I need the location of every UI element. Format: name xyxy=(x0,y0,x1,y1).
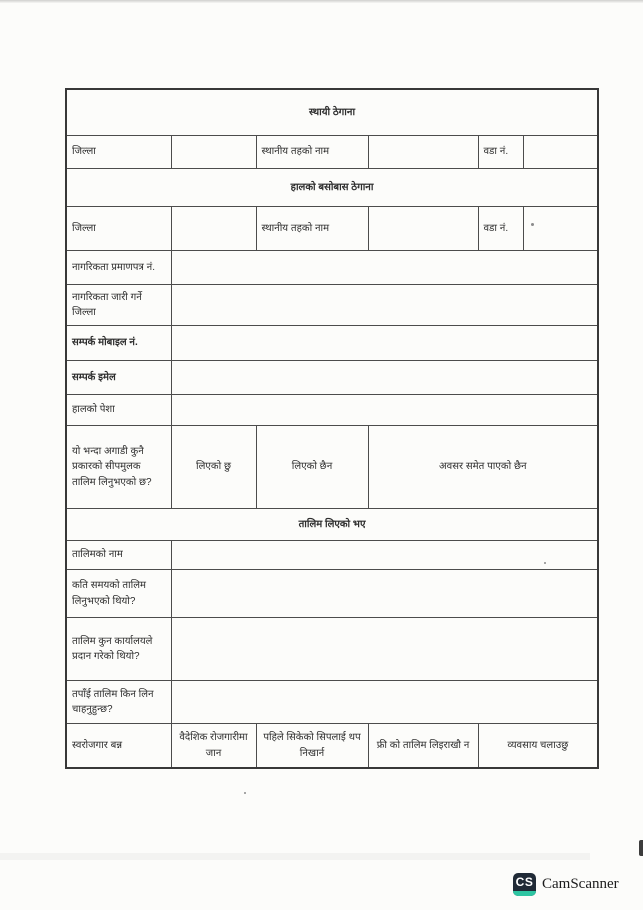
reason-option-foreign-employment: वैदेशिक रोजगारीमा जान xyxy=(171,724,256,769)
current-address-header-row xyxy=(66,169,598,207)
reason-option-refine-skill: पहिले सिकेको सिपलाई थप निखार्न xyxy=(256,724,368,769)
current-local-level-label: स्थानीय तहको नाम xyxy=(256,207,368,251)
training-name-row xyxy=(66,541,598,570)
scan-speck xyxy=(244,792,246,794)
prior-training-option-no-opportunity: अवसर समेत पाएको छैन xyxy=(368,426,598,509)
prior-training-option-not-taken: लिएको छैन xyxy=(256,426,368,509)
citizenship-district-value-cell xyxy=(171,285,598,326)
permanent-district-label: जिल्ला xyxy=(66,136,171,169)
citizenship-district-label: नागरिकता जारी गर्ने जिल्ला xyxy=(66,285,171,326)
if-training-taken-header-row xyxy=(66,509,598,541)
training-reason-options-row xyxy=(66,724,598,769)
scan-bottom-shadow xyxy=(0,853,590,860)
scan-top-edge xyxy=(0,0,643,3)
training-reason-value-cell xyxy=(171,681,598,724)
camscanner-badge-text: CS xyxy=(515,875,534,889)
reason-option-run-business: व्यवसाय चलाउछु xyxy=(478,724,598,769)
training-name-label: तालिमको नाम xyxy=(66,541,171,570)
current-district-value-cell xyxy=(171,207,256,251)
current-district-label: जिल्ला xyxy=(66,207,171,251)
prior-training-option-taken: लिएको छु xyxy=(171,426,256,509)
prior-training-question-label: यो भन्दा अगाडी कुनै प्रकारको सीपमुलक तालिम लिनुभएको छ? xyxy=(66,426,171,509)
reason-option-self-employment: स्वरोजगार बन्न xyxy=(66,724,171,769)
camscanner-badge-strip xyxy=(513,891,536,896)
contact-mobile-label: सम्पर्क मोबाइल नं. xyxy=(66,326,171,361)
prior-training-question-row xyxy=(66,426,598,509)
training-duration-row xyxy=(66,570,598,618)
permanent-ward-value-cell xyxy=(523,136,598,169)
contact-email-value-cell xyxy=(171,361,598,395)
reason-option-free-training: फ्री को तालिम लिइराखौ न xyxy=(368,724,478,769)
camscanner-watermark xyxy=(513,873,619,896)
camscanner-label: CamScanner xyxy=(542,876,619,892)
current-address-row xyxy=(66,207,598,251)
training-reason-question-label: तपाँई तालिम किन लिन चाहनुहुन्छ? xyxy=(66,681,171,724)
training-reason-question-row xyxy=(66,681,598,724)
contact-mobile-value-cell xyxy=(171,326,598,361)
permanent-ward-label: वडा नं. xyxy=(478,136,523,169)
citizenship-no-row xyxy=(66,251,598,285)
current-address-header: हालको बसोबास ठेगाना xyxy=(66,169,598,207)
training-duration-value-cell xyxy=(171,570,598,618)
training-provider-label: तालिम कुन कार्यालयले प्रदान गरेको थियो? xyxy=(66,618,171,681)
training-duration-label: कति समयको तालिम लिनुभएको थियो? xyxy=(66,570,171,618)
citizenship-no-label: नागरिकता प्रमाणपत्र नं. xyxy=(66,251,171,285)
camscanner-logo-icon xyxy=(513,873,536,896)
permanent-local-level-label: स्थानीय तहको नाम xyxy=(256,136,368,169)
if-training-taken-header: तालिम लिएको भए xyxy=(66,509,598,541)
occupation-row xyxy=(66,395,598,426)
training-provider-row xyxy=(66,618,598,681)
permanent-district-value-cell xyxy=(171,136,256,169)
contact-mobile-row xyxy=(66,326,598,361)
contact-email-row xyxy=(66,361,598,395)
permanent-address-row xyxy=(66,136,598,169)
current-ward-value-cell xyxy=(523,207,598,251)
occupation-value-cell xyxy=(171,395,598,426)
citizenship-district-row xyxy=(66,285,598,326)
contact-email-label: सम्पर्क इमेल xyxy=(66,361,171,395)
training-provider-value-cell xyxy=(171,618,598,681)
permanent-address-header-row xyxy=(66,89,598,136)
scan-corner-artifact xyxy=(639,840,643,856)
training-name-value-cell xyxy=(171,541,598,570)
citizenship-no-value-cell xyxy=(171,251,598,285)
current-ward-label: वडा नं. xyxy=(478,207,523,251)
occupation-label: हालको पेशा xyxy=(66,395,171,426)
application-form-table xyxy=(65,88,599,769)
permanent-address-header: स्थायी ठेगाना xyxy=(66,89,598,136)
current-local-level-value-cell xyxy=(368,207,478,251)
permanent-local-level-value-cell xyxy=(368,136,478,169)
